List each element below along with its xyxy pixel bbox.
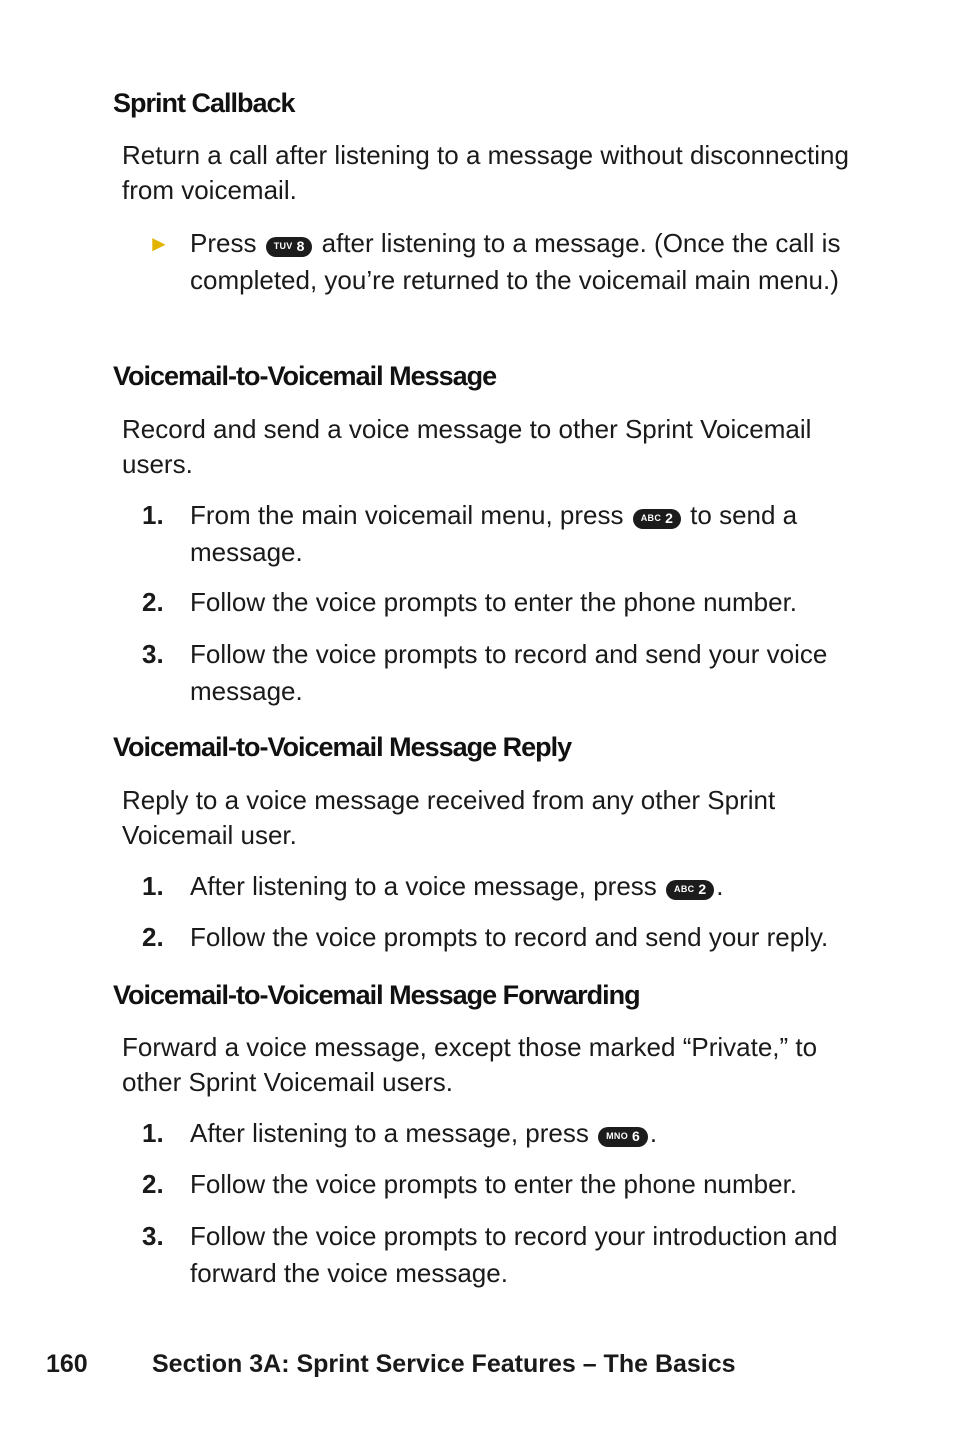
step-text: Follow the voice prompts to record your introduction and forward the voice message. <box>190 1221 838 1288</box>
footer-section-title: Section 3A: Sprint Service Features – The Basics <box>152 1350 736 1378</box>
step-text: Follow the voice prompts to enter the phone number. <box>190 587 798 617</box>
triangle-bullet-icon: ► <box>148 231 170 256</box>
step-text: Follow the voice prompts to enter the phone number. <box>190 1169 798 1199</box>
bullet-text-before: Press <box>190 228 257 258</box>
bullet-text-after: after listening to a message. (Once the call is completed, you’re returned to the voicemail main menu.) <box>190 228 841 295</box>
section-intro-vm-message: Record and send a voice message to other Sprint Voicemail users. <box>122 414 812 479</box>
section-intro-vm-forwarding: Forward a voice message, except those marked “Private,” to other Sprint Voicemail users. <box>122 1032 818 1097</box>
bullet-item-sprint-callback <box>140 225 860 299</box>
step-text-after: . <box>716 871 724 901</box>
step-number: 2. <box>142 922 164 952</box>
step-number: 3. <box>142 1221 164 1251</box>
keypad-6-key-icon: MNO 6 <box>598 1127 648 1147</box>
step-number: 3. <box>142 639 164 669</box>
step-number: 1. <box>142 500 164 530</box>
list-item <box>140 636 860 710</box>
list-item <box>140 1115 860 1152</box>
step-text-before: From the main voicemail menu, press <box>190 500 624 530</box>
keypad-2-key-icon: ABC 2 <box>666 880 714 900</box>
section-heading-vm-reply: Voicemail-to-Voicemail Message Reply <box>113 732 572 762</box>
keypad-2-key-icon: ABC 2 <box>633 509 681 529</box>
list-item <box>140 919 860 956</box>
section-heading-vm-forwarding: Voicemail-to-Voicemail Message Forwarding <box>113 980 640 1010</box>
step-text-after: to send a message. <box>190 500 798 567</box>
list-item <box>140 497 860 571</box>
list-item <box>140 1166 860 1203</box>
step-number: 2. <box>142 587 164 617</box>
step-text: Follow the voice prompts to record and send your voice message. <box>190 639 828 706</box>
section-heading-vm-message: Voicemail-to-Voicemail Message <box>113 361 497 391</box>
section-intro-vm-reply: Reply to a voice message received from any other Sprint Voicemail user. <box>122 785 776 850</box>
page-number: 160 <box>46 1350 88 1378</box>
step-number: 1. <box>142 871 164 901</box>
step-text-before: After listening to a message, press <box>190 1118 589 1148</box>
list-item <box>140 584 860 621</box>
step-number: 2. <box>142 1169 164 1199</box>
step-number: 1. <box>142 1118 164 1148</box>
step-text-before: After listening to a voice message, press <box>190 871 657 901</box>
section-intro-sprint-callback: Return a call after listening to a message without disconnecting from voicemail. <box>122 140 849 205</box>
step-text: Follow the voice prompts to record and send your reply. <box>190 922 829 952</box>
step-text-after: . <box>649 1118 658 1148</box>
keypad-8-key-icon: TUV 8 <box>266 237 313 257</box>
section-heading-sprint-callback: Sprint Callback <box>113 88 295 118</box>
list-item <box>140 868 860 905</box>
list-item <box>140 1218 860 1292</box>
